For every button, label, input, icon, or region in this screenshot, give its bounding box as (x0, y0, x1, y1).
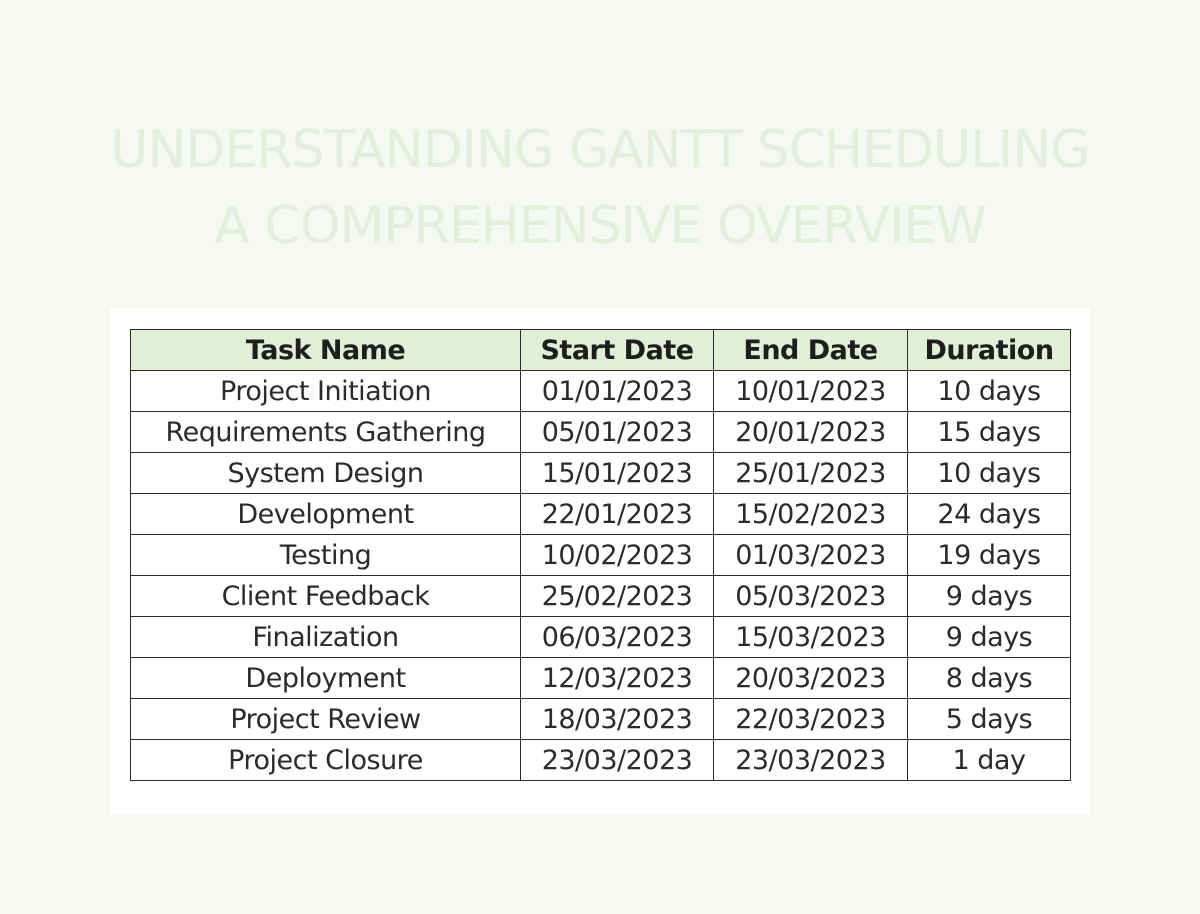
table-row (131, 453, 1071, 494)
cell-start-date: 23/03/2023 (521, 740, 714, 781)
cell-duration: 10 days (908, 371, 1071, 412)
table-row (131, 617, 1071, 658)
header-task-name: Task Name (131, 330, 521, 371)
table-row (131, 576, 1071, 617)
cell-duration: 15 days (908, 412, 1071, 453)
table-row (131, 658, 1071, 699)
cell-start-date: 01/01/2023 (521, 371, 714, 412)
cell-duration: 19 days (908, 535, 1071, 576)
cell-start-date: 22/01/2023 (521, 494, 714, 535)
table-row (131, 535, 1071, 576)
cell-duration: 5 days (908, 699, 1071, 740)
cell-duration: 24 days (908, 494, 1071, 535)
cell-task-name: Project Closure (131, 740, 521, 781)
cell-end-date: 22/03/2023 (714, 699, 908, 740)
cell-start-date: 25/02/2023 (521, 576, 714, 617)
cell-task-name: Deployment (131, 658, 521, 699)
cell-start-date: 05/01/2023 (521, 412, 714, 453)
cell-end-date: 15/03/2023 (714, 617, 908, 658)
page-title (0, 112, 1200, 264)
cell-task-name: Client Feedback (131, 576, 521, 617)
cell-task-name: Development (131, 494, 521, 535)
cell-end-date: 01/03/2023 (714, 535, 908, 576)
task-schedule-table (130, 329, 1071, 781)
header-end-date: End Date (714, 330, 908, 371)
table-row (131, 494, 1071, 535)
cell-task-name: Project Initiation (131, 371, 521, 412)
cell-end-date: 10/01/2023 (714, 371, 908, 412)
cell-start-date: 10/02/2023 (521, 535, 714, 576)
page-title-line-1: UNDERSTANDING GANTT SCHEDULING (110, 120, 1090, 180)
cell-end-date: 20/01/2023 (714, 412, 908, 453)
cell-duration: 10 days (908, 453, 1071, 494)
cell-duration: 9 days (908, 617, 1071, 658)
cell-start-date: 15/01/2023 (521, 453, 714, 494)
cell-task-name: Project Review (131, 699, 521, 740)
table-row (131, 371, 1071, 412)
cell-start-date: 06/03/2023 (521, 617, 714, 658)
cell-end-date: 23/03/2023 (714, 740, 908, 781)
page-title-line-2: A COMPREHENSIVE OVERVIEW (214, 196, 986, 256)
cell-duration: 1 day (908, 740, 1071, 781)
cell-end-date: 05/03/2023 (714, 576, 908, 617)
table-header-row (131, 330, 1071, 371)
cell-task-name: Finalization (131, 617, 521, 658)
cell-task-name: Requirements Gathering (131, 412, 521, 453)
cell-end-date: 25/01/2023 (714, 453, 908, 494)
header-duration: Duration (908, 330, 1071, 371)
cell-duration: 9 days (908, 576, 1071, 617)
cell-task-name: Testing (131, 535, 521, 576)
table-row (131, 412, 1071, 453)
table-row (131, 740, 1071, 781)
cell-end-date: 15/02/2023 (714, 494, 908, 535)
cell-end-date: 20/03/2023 (714, 658, 908, 699)
header-start-date: Start Date (521, 330, 714, 371)
cell-task-name: System Design (131, 453, 521, 494)
cell-start-date: 18/03/2023 (521, 699, 714, 740)
cell-start-date: 12/03/2023 (521, 658, 714, 699)
table-row (131, 699, 1071, 740)
cell-duration: 8 days (908, 658, 1071, 699)
